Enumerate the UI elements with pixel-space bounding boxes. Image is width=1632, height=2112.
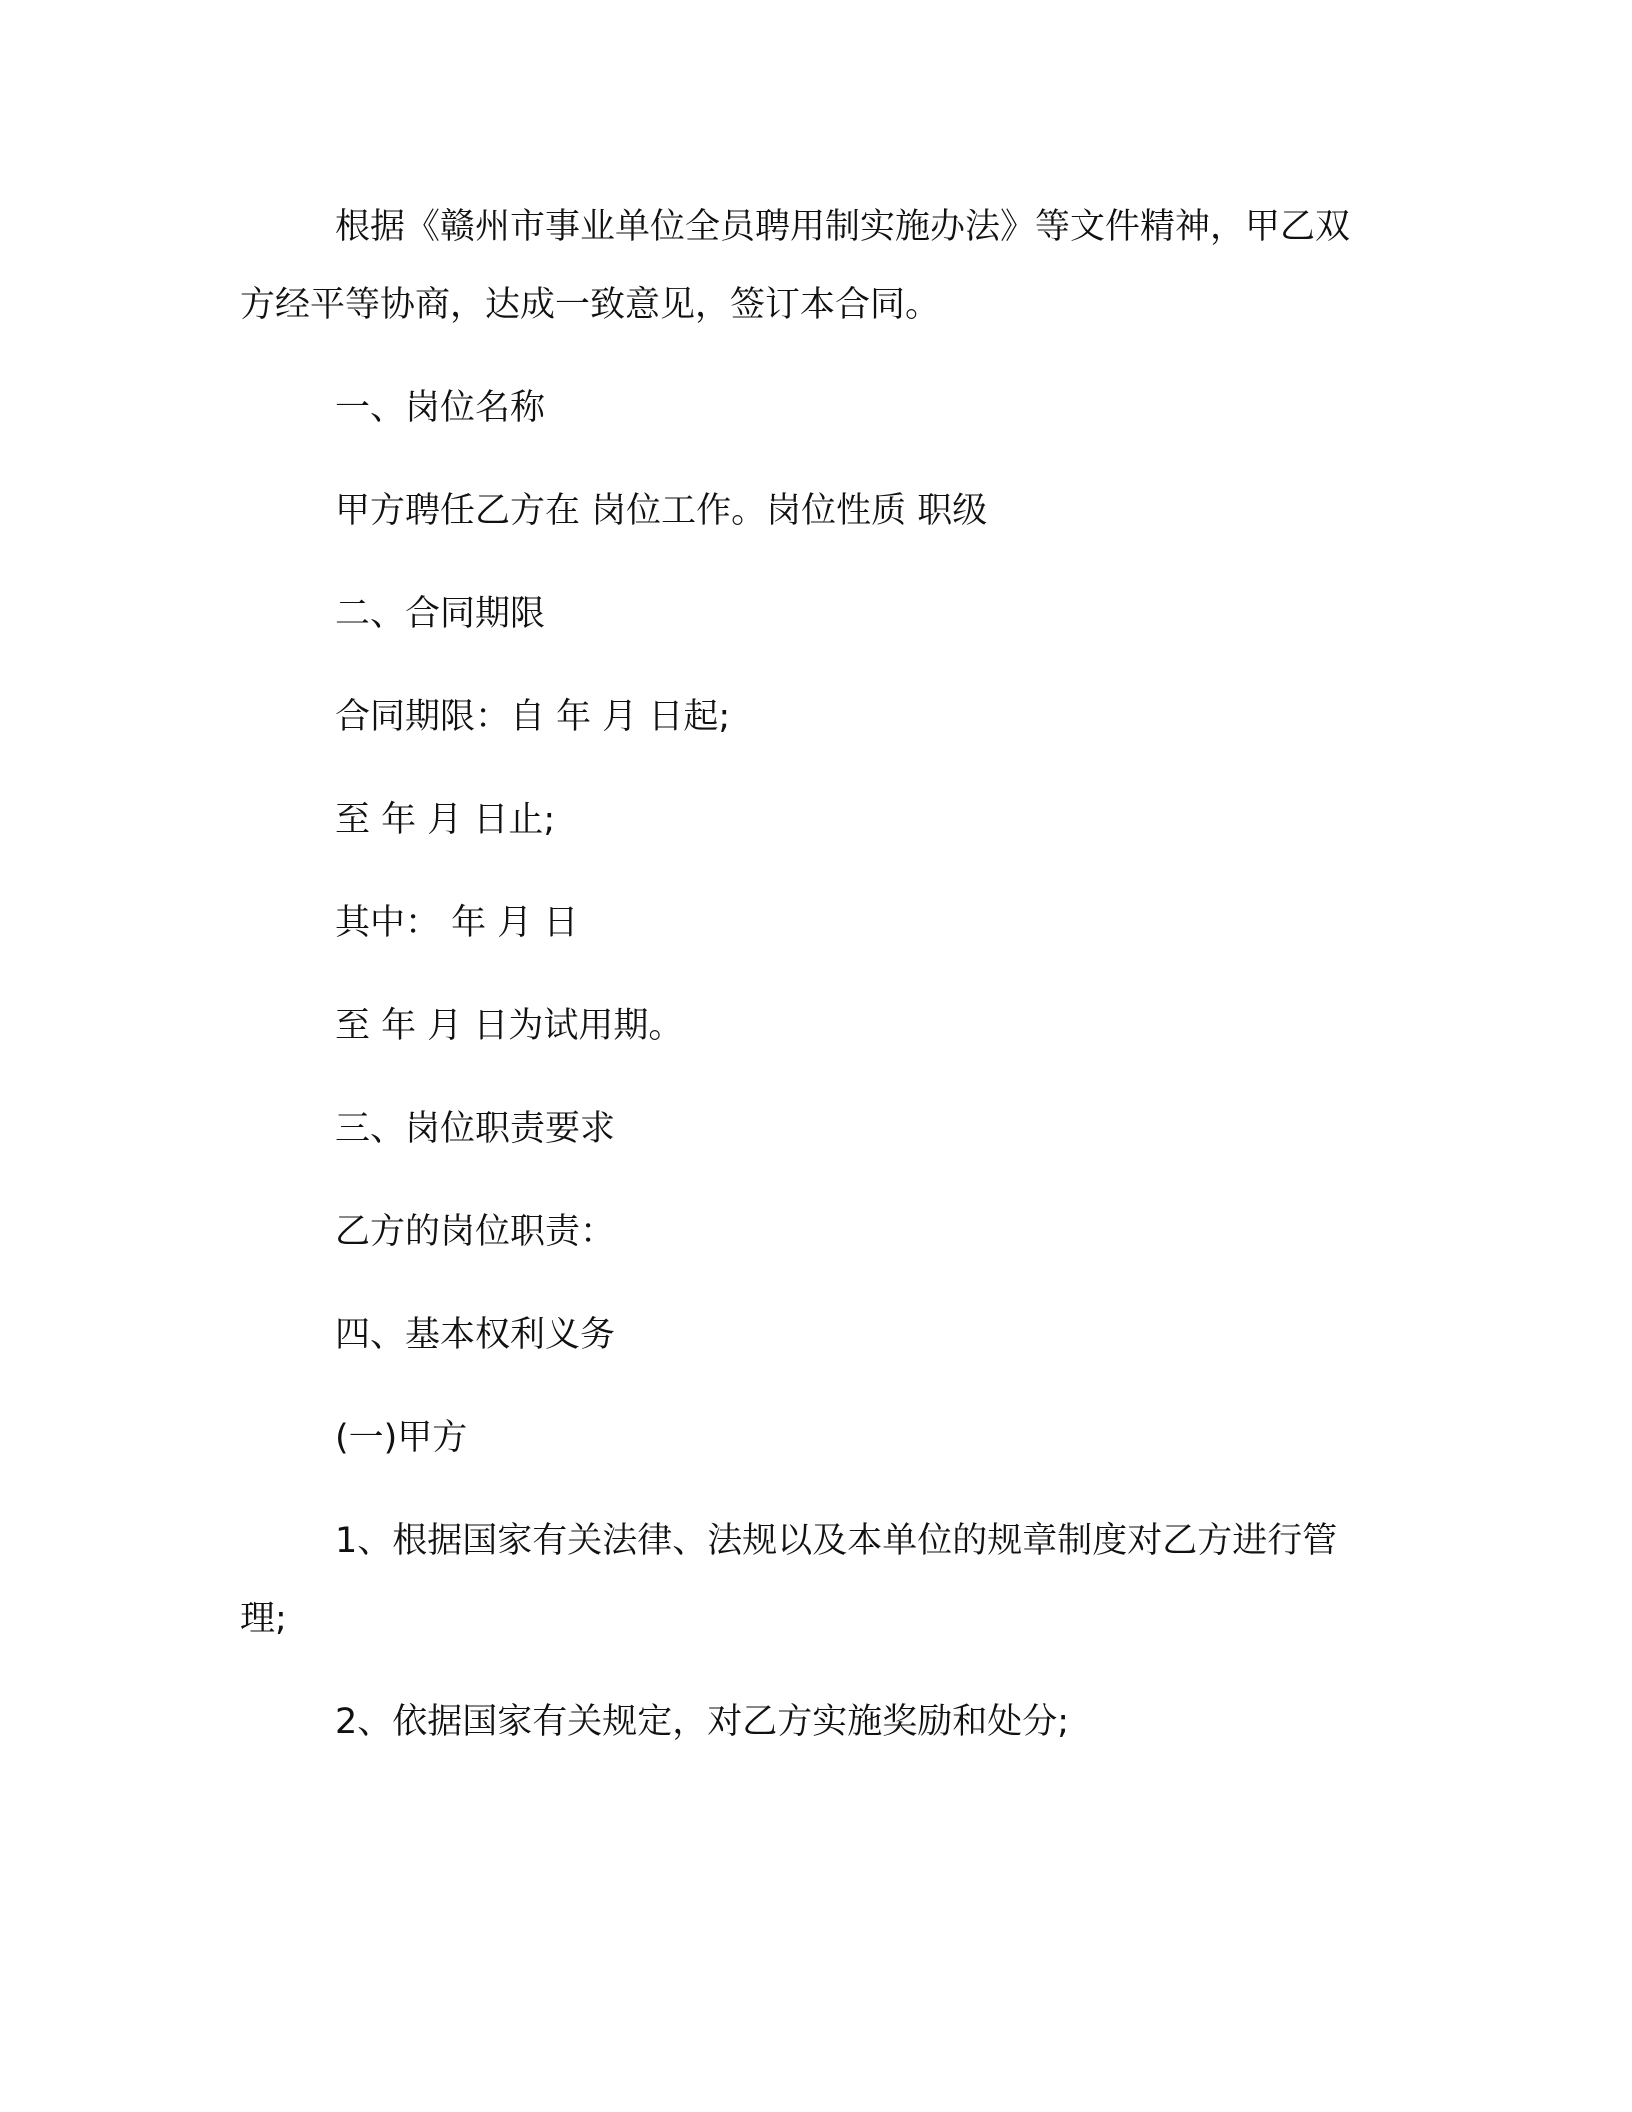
document-body — [240, 188, 1380, 1761]
contract-term-end: 至 年 月 日止; — [335, 800, 556, 840]
paragraph-gap — [240, 1271, 1380, 1296]
section-heading-rights-obligations: 四、基本权利义务 — [335, 1315, 616, 1355]
position-assignment-text: 甲方聘任乙方在 岗位工作。岗位性质 职级 — [335, 491, 988, 531]
party-a-subheading: (一)甲方 — [335, 1418, 468, 1458]
paragraph-gap — [240, 1168, 1380, 1193]
probation-end: 至 年 月 日为试用期。 — [335, 1006, 684, 1046]
party-a-item-2: 2、依据国家有关规定，对乙方实施奖励和处分; — [335, 1702, 1070, 1742]
paragraph-gap — [240, 344, 1380, 369]
paragraph-gap — [240, 1374, 1380, 1399]
intro-paragraph: 根据《赣州市事业单位全员聘用制实施办法》等文件精神，甲乙双方经平等协商，达成一致意见，签订本合同。 — [240, 207, 1351, 325]
paragraph-gap — [240, 550, 1380, 575]
probation-start: 其中： 年 月 日 — [335, 903, 579, 943]
section-heading-position-name: 一、岗位名称 — [335, 388, 546, 428]
contract-term-start: 合同期限：自 年 月 日起; — [335, 697, 731, 737]
paragraph-gap — [240, 756, 1380, 781]
paragraph-gap — [240, 447, 1380, 472]
paragraph-gap — [240, 859, 1380, 884]
paragraph-gap — [240, 1065, 1380, 1090]
paragraph-gap — [240, 1658, 1380, 1683]
paragraph-gap — [240, 653, 1380, 678]
party-a-item-1: 1、根据国家有关法律、法规以及本单位的规章制度对乙方进行管理; — [240, 1521, 1338, 1639]
paragraph-gap — [240, 962, 1380, 987]
paragraph-gap — [240, 1477, 1380, 1502]
duties-text: 乙方的岗位职责： — [335, 1212, 616, 1252]
section-heading-duties: 三、岗位职责要求 — [335, 1109, 616, 1149]
section-heading-contract-term: 二、合同期限 — [335, 594, 546, 634]
